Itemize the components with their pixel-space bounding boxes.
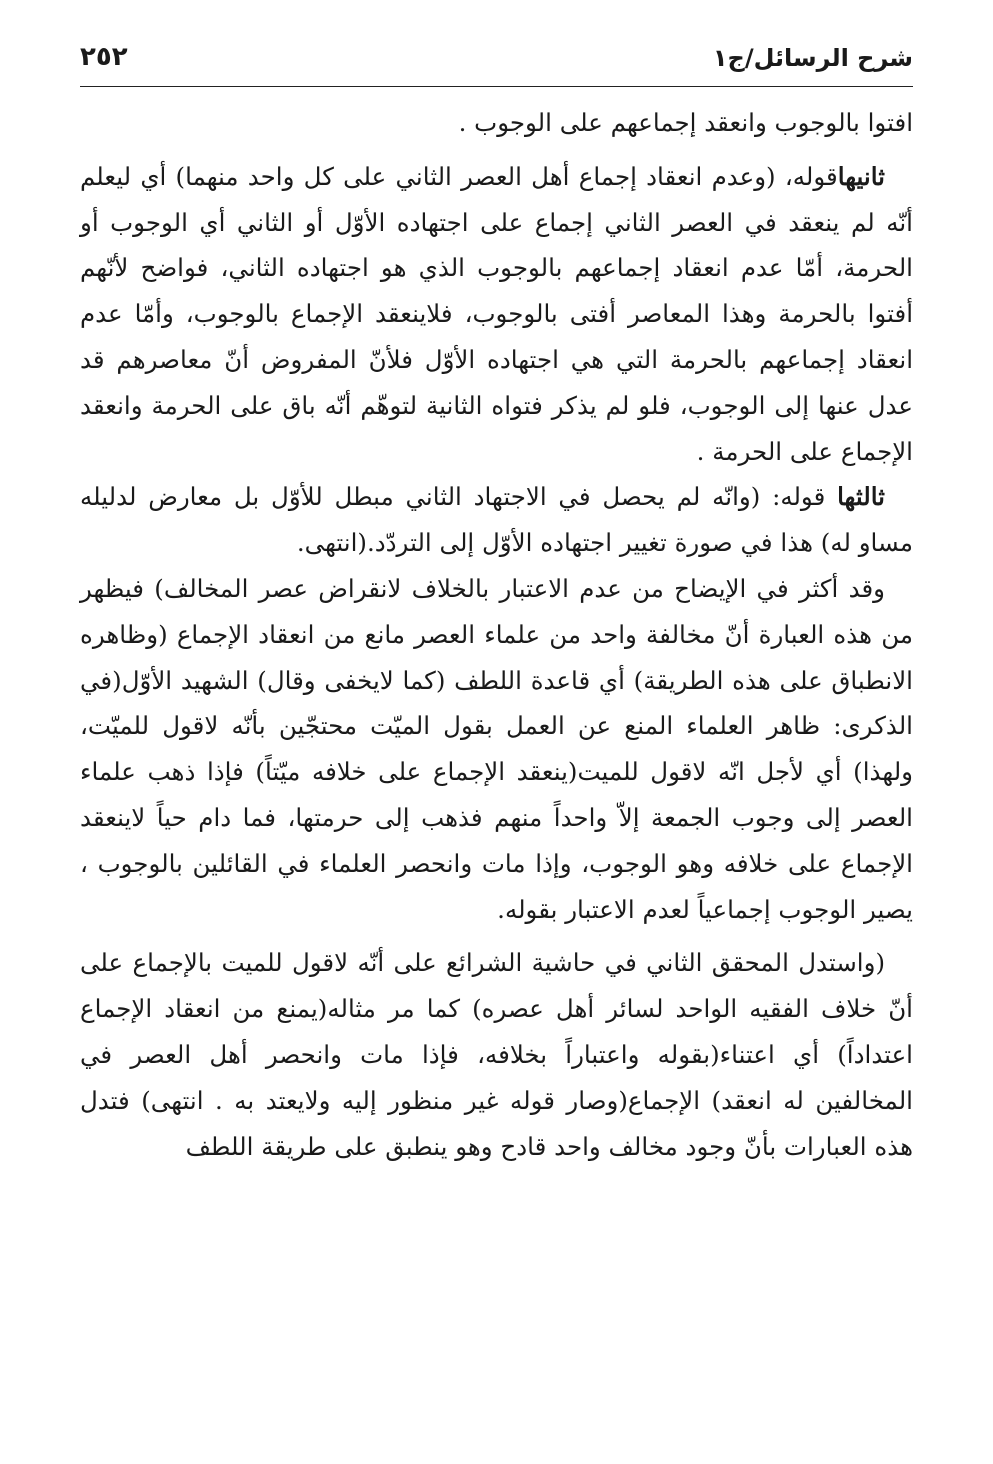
paragraph-third-point [80, 474, 913, 566]
paragraph-continuation [80, 100, 913, 146]
paragraph-text: وقد أكثر في الإيضاح من عدم الاعتبار بالخلاف لانقراض عصر المخالف) فيظهر من هذه العبارة أنّ مخالفة واحد من علماء العصر مانع من انعقاد الإجماع (وظاهره الانطباق على هذه الطريقة) أي قاعدة اللطف (كما لايخفى وقال) الشهيد الأوّل(في الذكرى: ظاهر العلماء المنع عن العمل بقول الميّت محتجّين بأنّه لاقول للميّت، ولهذا) أي لأجل انّه لاقول للميت(ينعقد الإجماع على خلافه ميّتاً) فإذا ذهب علماء العصر إلى وجوب الجمعة إلاّ واحداً منهم فذهب إلى حرمتها، فما دام حياً لاينعقد الإجماع على خلافه وهو الوجوب، وإذا مات وانحصر العلماء في القائلين بالوجوب ، يصير الوجوب إجماعياً لعدم الاعتبار بقوله. [80, 573, 913, 924]
paragraph-lead: ثانيها [837, 161, 885, 191]
paragraph-second-point [80, 154, 913, 475]
running-title: شرح الرسائل/ج١ [712, 44, 913, 72]
paragraph-text: قوله: (وانّه لم يحصل في الاجتهاد الثاني مبطل للأوّل بل معارض لدليله مساو له) هذا في صورة تغيير اجتهاده الأوّل إلى التردّد.(انتهى. [80, 482, 913, 558]
paragraph-text: قوله، (وعدم انعقاد إجماع أهل العصر الثاني على كل واحد منهما) أي ليعلم أنّه لم ينعقد في العصر الثاني إجماع على اجتهاده الأوّل أو الثاني أي الوجوب أو الحرمة، أمّا عدم انعقاد إجماعهم بالوجوب الذي هو اجتهاده الثاني، فواضح لأنّهم أفتوا بالحرمة وهذا المعاصر أفتى بالوجوب، فلاينعقد الإجماع بالوجوب، وأمّا عدم انعقاد إجماعهم بالحرمة التي هي اجتهاده الأوّل فلأنّ المفروض أنّ معاصرهم قد عدل عنها إلى الوجوب، فلو لم يذكر فتواه الثانية لتوهّم أنّه باق على الحرمة وانعقد الإجماع على الحرمة . [80, 161, 913, 466]
page-number: ٢٥٢ [80, 42, 128, 72]
paragraph-idah [80, 566, 913, 932]
paragraph-muhaqqiq [80, 940, 913, 1169]
paragraph-text: (واستدل المحقق الثاني في حاشية الشرائع على أنّه لاقول للميت بالإجماع على أنّ خلاف الفقيه الواحد لسائر أهل عصره) كما مر مثاله(يمنع من انعقاد الإجماع اعتداداً) أي اعتناء(بقوله واعتباراً بخلافه، فإذا مات وانحصر أهل العصر في المخالفين له انعقد) الإجماع(وصار قوله غير منظور إليه ولايعتد به . انتهى) فتدل هذه العبارات بأنّ وجود مخالف واحد قادح وهو ينطبق على طريقة اللطف [80, 948, 913, 1161]
running-header [80, 38, 913, 87]
paragraph-lead: ثالثها [837, 482, 885, 512]
paragraph-text: افتوا بالوجوب وانعقد إجماعهم على الوجوب . [458, 108, 913, 137]
main-text [80, 100, 913, 1169]
